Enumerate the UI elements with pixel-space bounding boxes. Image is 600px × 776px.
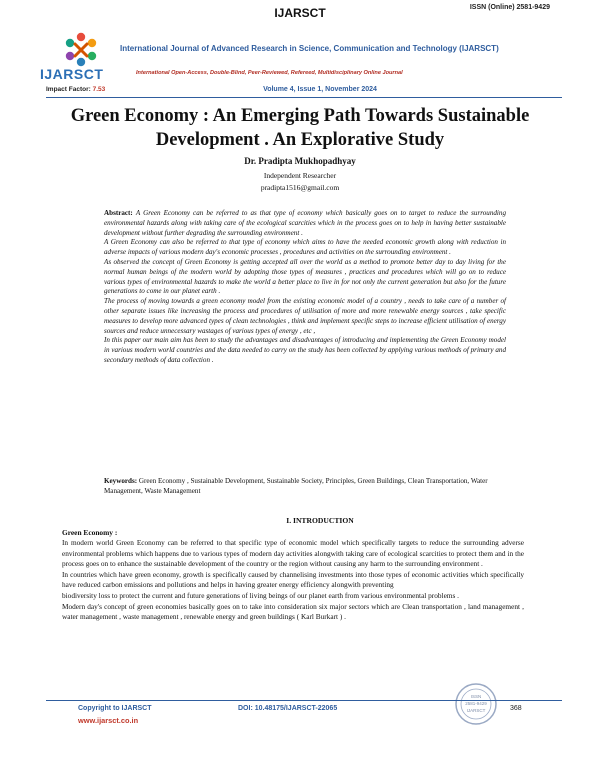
abstract-paragraph [104,209,506,238]
subsection-heading: Green Economy : [62,528,118,537]
abstract-paragraph: In this paper our main aim has been to study the advantages and disadvantages of introducing and implementing the Green Economy model in various modern world countries and the data needed to carry on the study has been collected by applying various methods of primary and secondary methods of data collection . [104,336,506,364]
body-paragraph: In modern world Green Economy can be referred to that specific type of economic model which specifically targets to reduce the surrounding adverse environmental problems which happens due to various types of modern day activities alongwith taking care of ecological scarcities to protect them and in the process goes on to enhance the sustainable development of the country or the region without causing any harm to the surrounding environment . [62,538,524,569]
author-affiliation: Independent Researcher [263,171,337,180]
abstract-text: A Green Economy can be referred to as that type of economy which basically goes on to target to reduce the surrounding environmental hazards along with taking care of the ecological scarcities which in the process goes on to help in having better sustainable development without further degrading the surrounding environment . [104,209,506,237]
issn-stamp-icon [454,682,498,726]
stamp-line-1: ISSN [470,694,482,699]
body-text [62,538,524,623]
footer-divider [46,700,562,701]
body-paragraph: biodiversity loss to protect the current and future generations of living beings of our planet earth from various environmental problems . [62,590,459,600]
abstract [104,209,506,366]
keywords-label: Keywords: [104,477,139,485]
abstract-label: Abstract: [104,209,136,217]
body-paragraph: Modern day's concept of green economies basically goes on to take into consideration six major sectors which are Clean transportation , land management , water management , waste management , renewable energy and green buildings ( Karl Burkart ) . [62,601,524,622]
header-divider [46,97,562,98]
keywords [104,476,506,496]
footer-url-link[interactable]: www.ijarsct.co.in [78,716,139,725]
stamp-line-3: IJARSCT [466,708,486,713]
author-name: Dr. Pradipta Mukhopadhyay [244,156,356,166]
body-paragraph: In countries which have green economy, growth is specifically caused by channelising investments into those types of economic activities which specifically have reduced carbon emissions and pollutions and helps in having greater energy efficiency alongwith preventing [62,569,524,590]
section-heading: I. INTRODUCTION [286,516,354,525]
abstract-paragraph: The process of moving towards a green economy model from the existing economic model of a country , needs to take care of a number of other separate issues like increasing the process and procedures of utilisation of more and more renewable energy sources , take specific measures to develop more advanced types of clean technologies , think and implement specific steps to increase efficient utilisation of energy sources and reduce unnecessary wastages of various types of energy , etc , [104,297,506,335]
impact-factor-label: Impact Factor: [46,86,93,93]
journal-full-title: International Journal of Advanced Research in Science, Communication and Technology (IJARSCT) [120,44,499,53]
page-number: 368 [510,705,522,712]
volume-issue: Volume 4, Issue 1, November 2024 [263,86,377,93]
issn-label: ISSN (Online) 2581-9429 [469,4,550,11]
author-email: pradipta1516@gmail.com [260,183,340,192]
impact-factor-value: 7.53 [92,86,106,93]
keywords-text: Green Economy , Sustainable Development, Sustainable Society, Principles, Green Buildings, Clean Transportation, Water Management, Waste Management [104,477,488,495]
stamp-line-2: 2581-9429 [465,701,487,706]
journal-short-title: IJARSCT [274,6,326,20]
abstract-paragraph: A Green Economy can also be referred to that type of economy which aims to have the needed economic growth along with reduction in adverse impacts of various modern day's economic processes , procedures and activities on the surrounding environment . [104,238,506,257]
journal-subtitle: International Open-Access, Double-Blind, Peer-Reviewed, Refereed, Multidisciplinary Online Journal [136,70,403,76]
footer-doi[interactable]: DOI: 10.48175/IJARSCT-22065 [238,705,338,712]
footer-copyright: Copyright to IJARSCT [78,705,152,712]
logo-wordmark: IJARSCT [40,66,104,82]
abstract-paragraph: As observed the concept of Green Economy is getting accepted all over the world as a method to promote better day to day living for the normal human beings of the modern world by adopting those types of measures , practices and procedures which will go on to reduce various types of environmental hazards to make the world a better place to live in for not only the current generation but also for the future generations to come in our planet earth . [104,257,506,296]
paper-title: Green Economy : An Emerging Path Towards Sustainable Development . An Explorative Study [70,106,530,150]
